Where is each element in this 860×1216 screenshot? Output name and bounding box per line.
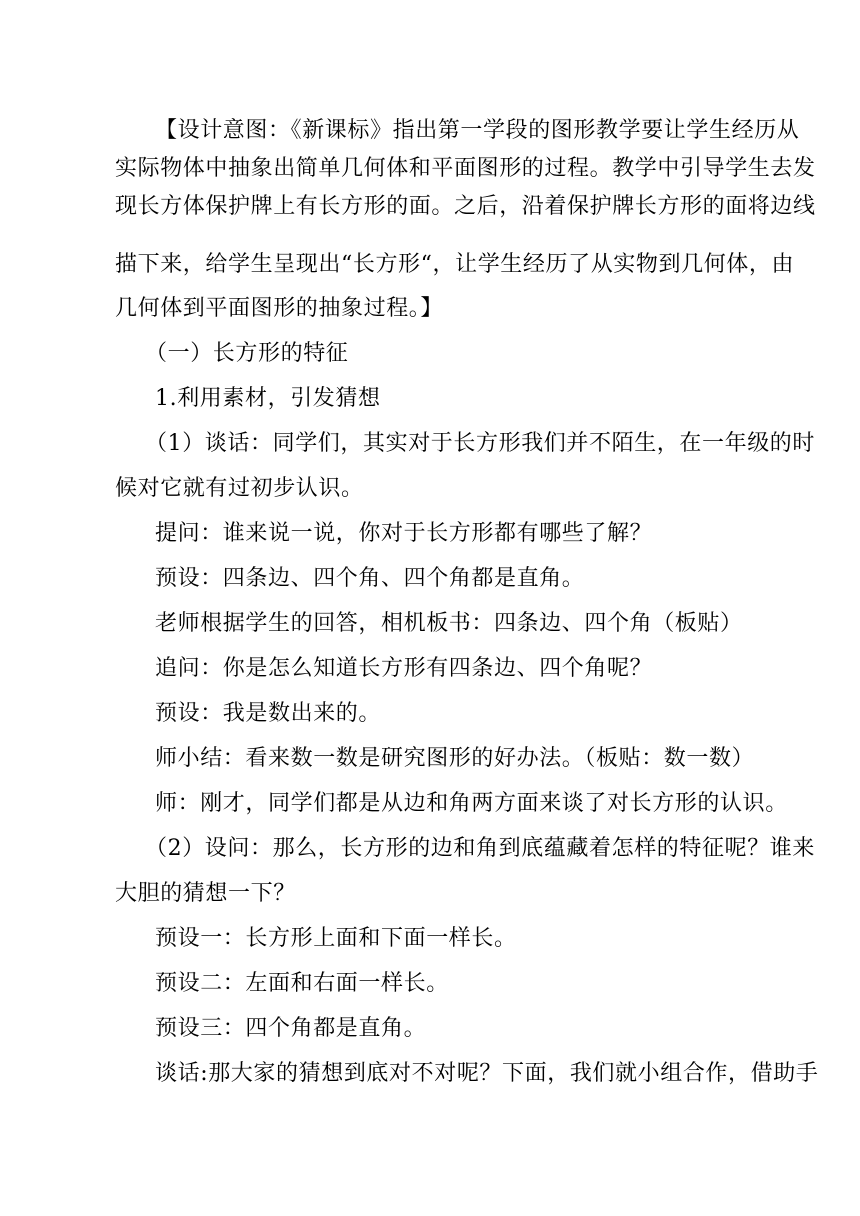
section-heading: （一）长方形的特征: [145, 341, 349, 366]
design-intent-line-1: 【设计意图：《新课标》指出第一学段的图形教学要让学生经历从: [155, 118, 800, 143]
preset-line-2: 预设：我是数出来的。: [155, 701, 382, 726]
talk-line-1: （1）谈话：同学们，其实对于长方形我们并不陌生，在一年级的时: [145, 431, 815, 456]
design-intent-line-5: 几何体到平面图形的抽象过程。】: [115, 296, 444, 321]
final-talk-line: 谈话:那大家的猜想到底对不对呢？下面，我们就小组合作，借助手: [155, 1061, 819, 1086]
subheading: 1.利用素材，引发猜想: [155, 386, 381, 411]
preset-three-line: 预设三：四个角都是直角。: [155, 1016, 427, 1041]
question-line: 提问：谁来说一说，你对于长方形都有哪些了解？: [155, 521, 653, 546]
preset-one-line: 预设一：长方形上面和下面一样长。: [155, 926, 517, 951]
teacher-board-line: 老师根据学生的回答，相机板书：四条边、四个角（板贴）: [155, 611, 743, 636]
set-question-line-1: （2）设问：那么，长方形的边和角到底蕴藏着怎样的特征呢？谁来: [145, 836, 815, 861]
teacher-remark-line: 师：刚才，同学们都是从边和角两方面来谈了对长方形的认识。: [155, 791, 788, 816]
follow-up-question-line: 追问：你是怎么知道长方形有四条边、四个角呢？: [155, 656, 653, 681]
design-intent-line-3: 现长方体保护牌上有长方形的面。之后，沿着保护牌长方形的面将边线: [115, 194, 816, 219]
preset-two-line: 预设二：左面和右面一样长。: [155, 971, 449, 996]
design-intent-line-2: 实际物体中抽象出简单几何体和平面图形的过程。教学中引导学生去发: [115, 156, 816, 181]
teacher-summary-line: 师小结：看来数一数是研究图形的好办法。（板贴：数一数）: [155, 746, 755, 771]
design-intent-line-4: 描下来，给学生呈现出“长方形“，让学生经历了从实物到几何体，由: [115, 252, 795, 277]
talk-line-2: 候对它就有过初步认识。: [115, 476, 364, 501]
set-question-line-2: 大胆的猜想一下？: [115, 881, 296, 906]
preset-line-1: 预设：四条边、四个角、四个角都是直角。: [155, 566, 585, 591]
